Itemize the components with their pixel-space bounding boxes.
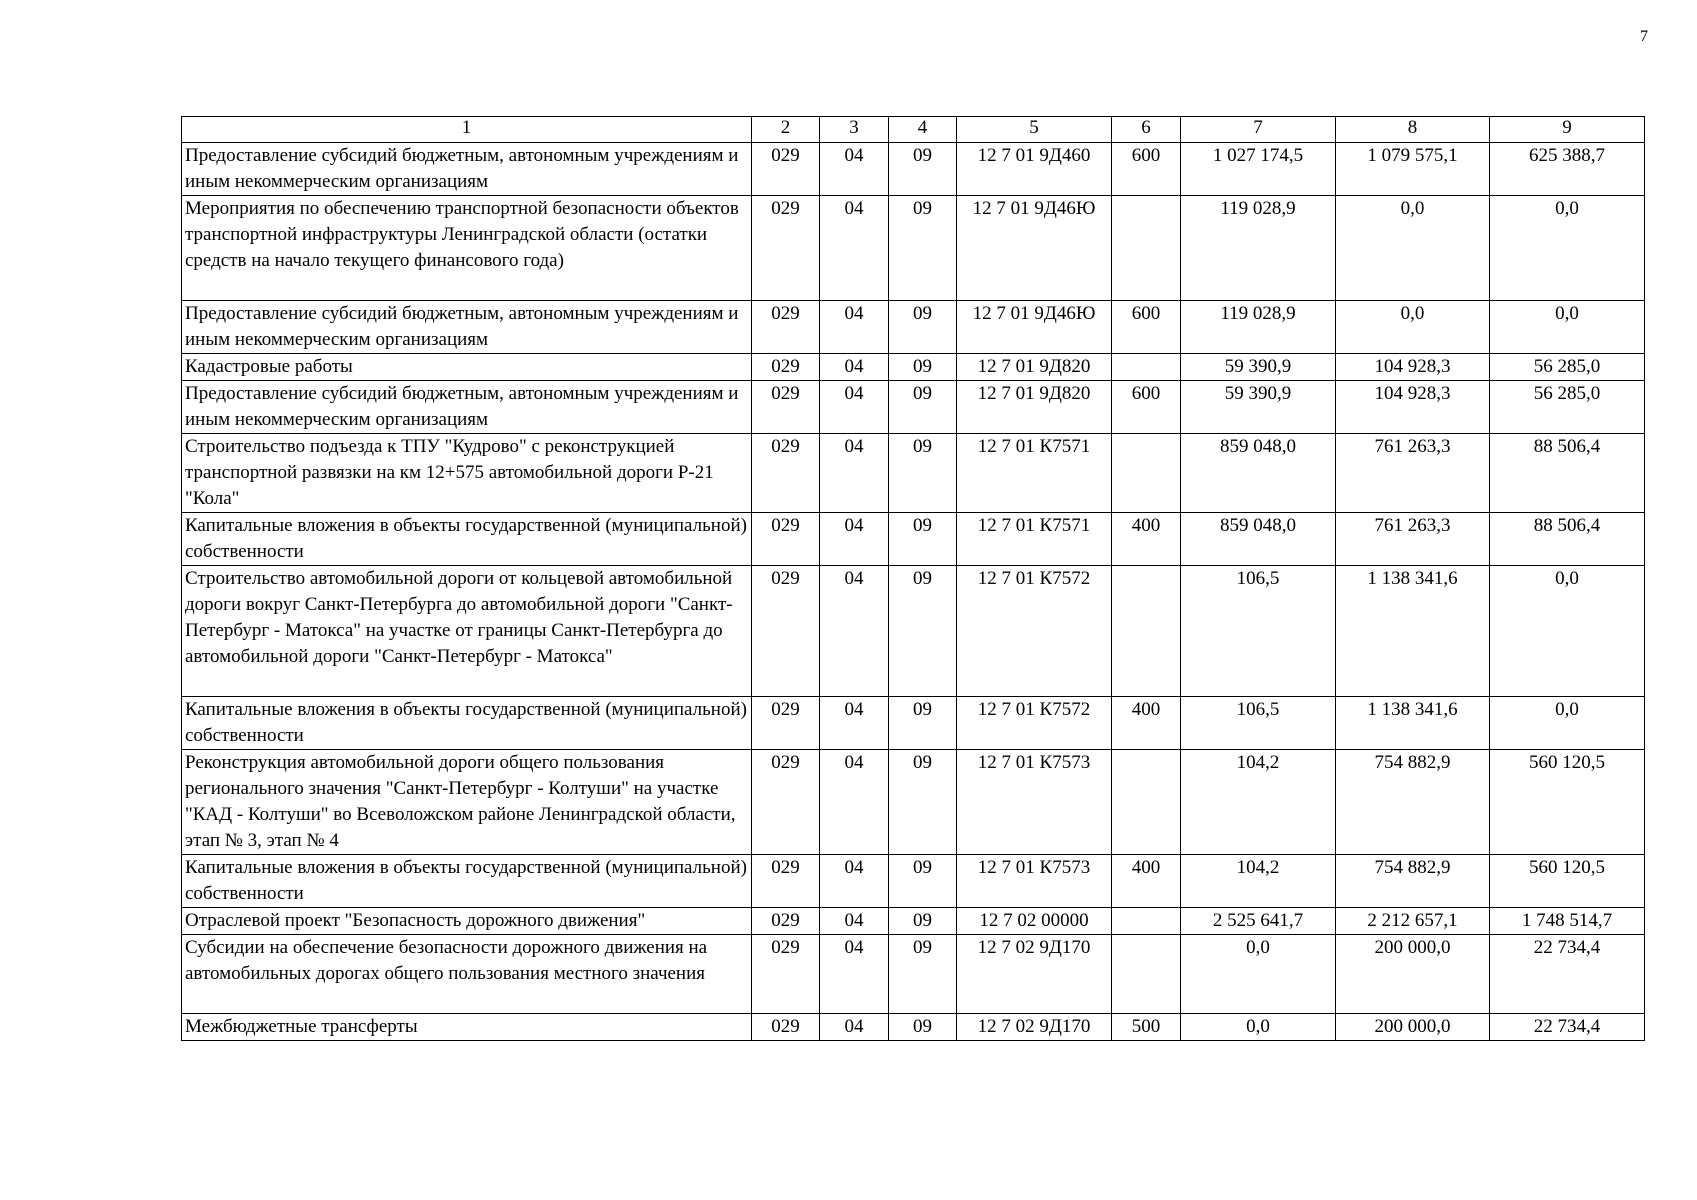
row-c2-cell: 029 bbox=[752, 381, 820, 434]
table-row bbox=[182, 935, 1645, 1014]
header-cell: 5 bbox=[957, 117, 1112, 143]
row-c9-cell: 560 120,5 bbox=[1490, 855, 1645, 908]
row-c5-cell: 12 7 01 К7573 bbox=[957, 750, 1112, 855]
row-c5-cell: 12 7 02 00000 bbox=[957, 908, 1112, 935]
row-c2-cell: 029 bbox=[752, 513, 820, 566]
row-c8-cell: 761 263,3 bbox=[1336, 513, 1490, 566]
row-c7-cell: 119 028,9 bbox=[1181, 196, 1336, 301]
table-row bbox=[182, 196, 1645, 301]
row-c3-cell: 04 bbox=[820, 434, 889, 513]
row-c7-cell: 59 390,9 bbox=[1181, 381, 1336, 434]
row-c6-cell: 500 bbox=[1112, 1014, 1181, 1041]
row-c3-cell: 04 bbox=[820, 855, 889, 908]
row-c7-cell: 859 048,0 bbox=[1181, 434, 1336, 513]
row-c5-cell: 12 7 01 9Д460 bbox=[957, 143, 1112, 196]
row-c8-cell: 1 138 341,6 bbox=[1336, 566, 1490, 697]
row-c9-cell: 0,0 bbox=[1490, 697, 1645, 750]
header-cell: 4 bbox=[889, 117, 957, 143]
row-c6-cell bbox=[1112, 935, 1181, 1014]
row-c6-cell: 600 bbox=[1112, 301, 1181, 354]
row-c2-cell: 029 bbox=[752, 434, 820, 513]
header-cell: 6 bbox=[1112, 117, 1181, 143]
table-row bbox=[182, 381, 1645, 434]
row-c4-cell: 09 bbox=[889, 908, 957, 935]
row-c9-cell: 56 285,0 bbox=[1490, 354, 1645, 381]
row-c6-cell: 400 bbox=[1112, 855, 1181, 908]
row-c6-cell bbox=[1112, 750, 1181, 855]
row-name-cell: Кадастровые работы bbox=[182, 354, 752, 381]
row-c6-cell bbox=[1112, 354, 1181, 381]
row-c7-cell: 104,2 bbox=[1181, 750, 1336, 855]
row-c5-cell: 12 7 01 9Д820 bbox=[957, 354, 1112, 381]
row-c8-cell: 0,0 bbox=[1336, 301, 1490, 354]
row-c2-cell: 029 bbox=[752, 566, 820, 697]
row-c8-cell: 200 000,0 bbox=[1336, 1014, 1490, 1041]
row-c9-cell: 56 285,0 bbox=[1490, 381, 1645, 434]
row-c2-cell: 029 bbox=[752, 750, 820, 855]
row-c4-cell: 09 bbox=[889, 566, 957, 697]
row-c7-cell: 859 048,0 bbox=[1181, 513, 1336, 566]
row-c7-cell: 0,0 bbox=[1181, 935, 1336, 1014]
row-c4-cell: 09 bbox=[889, 354, 957, 381]
table-row bbox=[182, 855, 1645, 908]
row-c4-cell: 09 bbox=[889, 697, 957, 750]
row-c6-cell: 400 bbox=[1112, 697, 1181, 750]
row-c3-cell: 04 bbox=[820, 354, 889, 381]
row-name-cell: Предоставление субсидий бюджетным, автономным учреждениям и иным некоммерческим организациям bbox=[182, 381, 752, 434]
row-c6-cell: 600 bbox=[1112, 381, 1181, 434]
row-c5-cell: 12 7 01 К7572 bbox=[957, 697, 1112, 750]
table-row bbox=[182, 434, 1645, 513]
row-c4-cell: 09 bbox=[889, 935, 957, 1014]
row-c3-cell: 04 bbox=[820, 935, 889, 1014]
row-c6-cell bbox=[1112, 566, 1181, 697]
row-c8-cell: 1 138 341,6 bbox=[1336, 697, 1490, 750]
row-name-cell: Предоставление субсидий бюджетным, автономным учреждениям и иным некоммерческим организациям bbox=[182, 301, 752, 354]
row-c4-cell: 09 bbox=[889, 855, 957, 908]
row-c2-cell: 029 bbox=[752, 855, 820, 908]
row-c3-cell: 04 bbox=[820, 143, 889, 196]
row-c9-cell: 88 506,4 bbox=[1490, 513, 1645, 566]
row-c7-cell: 0,0 bbox=[1181, 1014, 1336, 1041]
row-c4-cell: 09 bbox=[889, 381, 957, 434]
row-c6-cell: 600 bbox=[1112, 143, 1181, 196]
table-row bbox=[182, 354, 1645, 381]
header-cell: 3 bbox=[820, 117, 889, 143]
budget-table bbox=[181, 116, 1645, 1041]
row-c5-cell: 12 7 01 К7571 bbox=[957, 434, 1112, 513]
row-name-cell: Капитальные вложения в объекты государственной (муниципальной) собственности bbox=[182, 513, 752, 566]
row-name-cell: Строительство подъезда к ТПУ "Кудрово" с реконструкцией транспортной развязки на км 12+575 автомобильной дороги Р-21 "Кола" bbox=[182, 434, 752, 513]
row-c7-cell: 2 525 641,7 bbox=[1181, 908, 1336, 935]
table-row bbox=[182, 750, 1645, 855]
row-c9-cell: 1 748 514,7 bbox=[1490, 908, 1645, 935]
header-cell: 1 bbox=[182, 117, 752, 143]
row-c4-cell: 09 bbox=[889, 513, 957, 566]
row-c4-cell: 09 bbox=[889, 1014, 957, 1041]
row-c5-cell: 12 7 01 9Д46Ю bbox=[957, 196, 1112, 301]
row-c3-cell: 04 bbox=[820, 908, 889, 935]
row-c5-cell: 12 7 01 К7573 bbox=[957, 855, 1112, 908]
row-c7-cell: 106,5 bbox=[1181, 697, 1336, 750]
row-c6-cell: 400 bbox=[1112, 513, 1181, 566]
row-c2-cell: 029 bbox=[752, 196, 820, 301]
row-c9-cell: 625 388,7 bbox=[1490, 143, 1645, 196]
table-row bbox=[182, 301, 1645, 354]
row-c2-cell: 029 bbox=[752, 301, 820, 354]
row-c8-cell: 1 079 575,1 bbox=[1336, 143, 1490, 196]
row-name-cell: Мероприятия по обеспечению транспортной безопасности объектов транспортной инфраструктуры Ленинградской области (остатки средств на начало текущего финансового года) bbox=[182, 196, 752, 301]
table-row bbox=[182, 513, 1645, 566]
row-c3-cell: 04 bbox=[820, 750, 889, 855]
row-name-cell: Капитальные вложения в объекты государственной (муниципальной) собственности bbox=[182, 855, 752, 908]
row-c3-cell: 04 bbox=[820, 301, 889, 354]
row-c9-cell: 0,0 bbox=[1490, 566, 1645, 697]
row-c8-cell: 754 882,9 bbox=[1336, 855, 1490, 908]
row-c5-cell: 12 7 01 К7572 bbox=[957, 566, 1112, 697]
table-row bbox=[182, 908, 1645, 935]
row-c5-cell: 12 7 01 9Д46Ю bbox=[957, 301, 1112, 354]
row-c5-cell: 12 7 02 9Д170 bbox=[957, 1014, 1112, 1041]
row-name-cell: Субсидии на обеспечение безопасности дорожного движения на автомобильных дорогах общего пользования местного значения bbox=[182, 935, 752, 1014]
row-c9-cell: 0,0 bbox=[1490, 196, 1645, 301]
row-name-cell: Капитальные вложения в объекты государственной (муниципальной) собственности bbox=[182, 697, 752, 750]
row-c8-cell: 0,0 bbox=[1336, 196, 1490, 301]
row-c3-cell: 04 bbox=[820, 566, 889, 697]
row-c8-cell: 104 928,3 bbox=[1336, 354, 1490, 381]
row-c7-cell: 119 028,9 bbox=[1181, 301, 1336, 354]
row-c4-cell: 09 bbox=[889, 143, 957, 196]
row-c4-cell: 09 bbox=[889, 434, 957, 513]
table-row bbox=[182, 566, 1645, 697]
table-row bbox=[182, 143, 1645, 196]
row-c2-cell: 029 bbox=[752, 143, 820, 196]
row-c3-cell: 04 bbox=[820, 381, 889, 434]
header-cell: 9 bbox=[1490, 117, 1645, 143]
row-c9-cell: 0,0 bbox=[1490, 301, 1645, 354]
row-c7-cell: 106,5 bbox=[1181, 566, 1336, 697]
row-c7-cell: 1 027 174,5 bbox=[1181, 143, 1336, 196]
row-c2-cell: 029 bbox=[752, 1014, 820, 1041]
header-cell: 8 bbox=[1336, 117, 1490, 143]
row-c6-cell bbox=[1112, 196, 1181, 301]
row-c9-cell: 88 506,4 bbox=[1490, 434, 1645, 513]
table-row bbox=[182, 697, 1645, 750]
row-c2-cell: 029 bbox=[752, 908, 820, 935]
row-c8-cell: 104 928,3 bbox=[1336, 381, 1490, 434]
row-name-cell: Реконструкция автомобильной дороги общего пользования регионального значения "Санкт-Петербург - Колтуши" на участке "КАД - Колтуши" во Всеволожском районе Ленинградской области, этап № 3, этап № 4 bbox=[182, 750, 752, 855]
row-c6-cell bbox=[1112, 908, 1181, 935]
row-c3-cell: 04 bbox=[820, 513, 889, 566]
header-cell: 7 bbox=[1181, 117, 1336, 143]
row-c4-cell: 09 bbox=[889, 750, 957, 855]
row-c3-cell: 04 bbox=[820, 196, 889, 301]
row-c3-cell: 04 bbox=[820, 1014, 889, 1041]
row-c4-cell: 09 bbox=[889, 301, 957, 354]
row-name-cell: Предоставление субсидий бюджетным, автономным учреждениям и иным некоммерческим организациям bbox=[182, 143, 752, 196]
row-c8-cell: 200 000,0 bbox=[1336, 935, 1490, 1014]
page-number: 7 bbox=[1640, 28, 1648, 45]
row-c5-cell: 12 7 02 9Д170 bbox=[957, 935, 1112, 1014]
row-c2-cell: 029 bbox=[752, 935, 820, 1014]
row-c2-cell: 029 bbox=[752, 354, 820, 381]
row-c2-cell: 029 bbox=[752, 697, 820, 750]
row-name-cell: Межбюджетные трансферты bbox=[182, 1014, 752, 1041]
row-c8-cell: 2 212 657,1 bbox=[1336, 908, 1490, 935]
row-c3-cell: 04 bbox=[820, 697, 889, 750]
row-c7-cell: 59 390,9 bbox=[1181, 354, 1336, 381]
row-c8-cell: 761 263,3 bbox=[1336, 434, 1490, 513]
row-c7-cell: 104,2 bbox=[1181, 855, 1336, 908]
row-c4-cell: 09 bbox=[889, 196, 957, 301]
row-name-cell: Строительство автомобильной дороги от кольцевой автомобильной дороги вокруг Санкт-Петербурга до автомобильной дороги "Санкт-Петербург - Матокса" на участке от границы Санкт-Петербурга до автомобильной дороги "Санкт-Петербург - Матокса" bbox=[182, 566, 752, 697]
header-row bbox=[182, 117, 1645, 143]
row-c9-cell: 560 120,5 bbox=[1490, 750, 1645, 855]
row-c9-cell: 22 734,4 bbox=[1490, 1014, 1645, 1041]
table-row bbox=[182, 1014, 1645, 1041]
row-c9-cell: 22 734,4 bbox=[1490, 935, 1645, 1014]
header-cell: 2 bbox=[752, 117, 820, 143]
row-c5-cell: 12 7 01 К7571 bbox=[957, 513, 1112, 566]
row-c6-cell bbox=[1112, 434, 1181, 513]
row-name-cell: Отраслевой проект "Безопасность дорожного движения" bbox=[182, 908, 752, 935]
row-c8-cell: 754 882,9 bbox=[1336, 750, 1490, 855]
row-c5-cell: 12 7 01 9Д820 bbox=[957, 381, 1112, 434]
